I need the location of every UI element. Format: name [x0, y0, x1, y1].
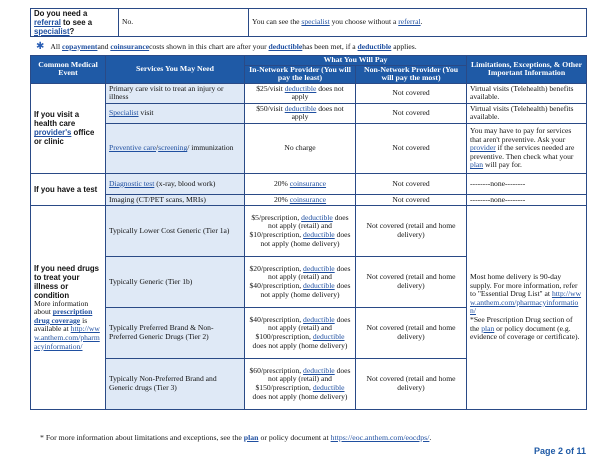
referral-row	[31, 9, 587, 37]
diagnostic-test-link[interactable]: Diagnostic test	[109, 178, 155, 188]
cost-text-3: does not apply (home delivery)	[252, 391, 348, 401]
cost-text-3: does not apply (home delivery)	[260, 229, 351, 248]
cost-text: $25/visit	[256, 83, 285, 93]
header-row	[31, 56, 587, 66]
deductible-link[interactable]: deductible	[301, 212, 333, 222]
in-network-cost	[245, 103, 356, 123]
coinsurance-link[interactable]: coinsurance	[289, 178, 327, 188]
event-drugs-text-2: is available at	[34, 315, 88, 334]
out-network-cost: Not covered	[356, 83, 467, 103]
drug-limits-text: Most home delivery is 90-day supply. For more information, refer to "Essential Drug List" at	[470, 272, 578, 299]
service-tier-3: Typically Non-Preferred Brand and Generic drugs (Tier 3)	[106, 358, 245, 409]
prescription-drug-coverage-link[interactable]: prescription drug coverage	[34, 307, 93, 325]
event-test: If you have a test	[31, 173, 106, 205]
service-tier-1b: Typically Generic (Tier 1b)	[106, 256, 245, 307]
in-network-cost	[245, 256, 356, 307]
table-row	[31, 103, 587, 123]
deductible-link-2[interactable]: deductible	[303, 280, 335, 290]
cost-text: $20/prescription,	[249, 263, 304, 273]
deductible-link[interactable]: deductible	[303, 314, 335, 324]
referral-question-end: ?	[69, 27, 75, 36]
event-drugs-title: If you need drugs to treat your illness or condition	[34, 263, 99, 300]
specialist-link[interactable]: specialist	[34, 27, 70, 36]
deductible-link-2[interactable]: deductible	[312, 382, 345, 392]
limits-text: Virtual visits (Telehealth) benefits available.	[467, 83, 587, 103]
referral-question-text-2: to see a	[60, 18, 93, 27]
cost-text-end: does not apply	[291, 103, 344, 122]
event-visit-end: office or clinic	[34, 128, 95, 147]
out-network-cost: Not covered (retail and home delivery)	[356, 256, 467, 307]
table-row	[31, 205, 587, 256]
provider-link[interactable]: provider	[470, 143, 496, 153]
cost-note-and: and	[97, 41, 109, 51]
drug-limits-b	[470, 316, 583, 342]
in-network-cost	[245, 83, 356, 103]
service-imaging: Imaging (CT/PET scans, MRIs)	[106, 194, 245, 205]
cost-text-2: does not apply (retail) and $150/prescription,	[255, 365, 351, 392]
out-network-cost: Not covered (retail and home delivery)	[356, 358, 467, 409]
footer-end: .	[429, 433, 432, 442]
page-number: Page 2 of 11	[533, 446, 586, 456]
eoc-url-link[interactable]: https://eoc.anthem.com/eocdps/	[330, 433, 430, 442]
cost-note-mid-2: has been met, if a	[302, 41, 356, 51]
cost-text-3: does not apply (home delivery)	[260, 280, 351, 299]
footer-note	[40, 433, 431, 442]
table-row	[31, 173, 587, 194]
cost-text: $60/prescription,	[249, 365, 304, 375]
in-network-cost	[245, 307, 356, 358]
in-network-cost	[245, 205, 356, 256]
drug-limits-text-2: *See Prescription Drug section of the	[470, 315, 573, 333]
header-limits: Limitations, Exceptions, & Other Important Information	[467, 56, 587, 84]
referral-question-text: Do you need a	[34, 9, 88, 18]
drug-limits	[467, 205, 587, 409]
referral-note-end: .	[420, 17, 423, 27]
header-services: Services You May Need	[106, 56, 245, 84]
out-network-cost: Not covered	[356, 194, 467, 205]
cost-note	[30, 37, 586, 55]
pharmacy-url-link[interactable]: http://www.anthem.com/pharmacyinformation/	[34, 324, 100, 351]
footer-text-2: or policy document at	[258, 433, 331, 442]
table-row	[31, 83, 587, 103]
drug-limits-a	[470, 273, 583, 316]
cost-text-2: does not apply (retail) and $100/prescription,	[255, 314, 351, 341]
in-network-cost	[245, 194, 356, 205]
plan-link[interactable]: plan	[470, 160, 484, 170]
service-text: (x-ray, blood work)	[154, 178, 216, 188]
header-event: Common Medical Event	[31, 56, 106, 84]
service-specialist	[106, 103, 245, 123]
preventive-care-link[interactable]: Preventive care	[109, 143, 157, 153]
in-network-cost	[245, 358, 356, 409]
benefits-table	[30, 55, 587, 410]
service-text: visit	[138, 108, 154, 118]
referral-note	[249, 9, 587, 37]
cost-text-2: does not apply (retail) and $40/prescription,	[249, 263, 351, 290]
deductible-link[interactable]: deductible	[268, 41, 303, 51]
referral-note-text: You can see the	[252, 17, 302, 27]
referral-table	[30, 8, 587, 37]
limits-text: Virtual visits (Telehealth) benefits available.	[467, 103, 587, 123]
out-network-cost: Not covered	[356, 173, 467, 194]
cost-text: $5/prescription,	[251, 212, 302, 222]
event-drugs-text: More information about	[34, 298, 89, 317]
cost-text: 20%	[273, 194, 290, 204]
table-row	[31, 194, 587, 205]
out-network-cost: Not covered	[356, 103, 467, 123]
deductible-link[interactable]: deductible	[303, 365, 335, 375]
provider-link[interactable]: provider's	[34, 128, 72, 138]
limits-text-a: You may have to pay for services that aren't preventive. Ask your	[470, 126, 572, 144]
out-network-cost: Not covered	[356, 123, 467, 173]
footer-text: * For more information about limitations and exceptions, see the	[40, 433, 244, 442]
limits-text: --------none--------	[467, 194, 587, 205]
asterisk-icon: ✱	[36, 40, 45, 52]
deductible-link-2[interactable]: deductible	[357, 41, 392, 51]
service-preventive	[106, 123, 245, 173]
referral-link-2[interactable]: referral	[398, 17, 421, 27]
out-network-cost: Not covered (retail and home delivery)	[356, 307, 467, 358]
event-visit	[31, 83, 106, 173]
essential-drug-list-link[interactable]: http://www.anthem.com/pharmacyinformation/	[470, 289, 582, 316]
in-network-cost: No charge	[245, 123, 356, 173]
deductible-link[interactable]: deductible	[284, 83, 317, 93]
header-out-network: Non-Network Provider (You will pay the most)	[356, 65, 467, 83]
page	[30, 8, 586, 410]
service-text: / immunization	[187, 143, 234, 153]
limits-text	[467, 123, 587, 173]
service-sep: /	[156, 143, 159, 153]
cost-text: 20%	[273, 178, 290, 188]
cost-text: $50/visit	[256, 103, 285, 113]
plan-link[interactable]: plan	[481, 323, 495, 333]
cost-note-end: applies.	[393, 41, 417, 51]
cost-note-text: All	[50, 41, 61, 51]
plan-link[interactable]: plan	[243, 433, 259, 442]
drug-limits-text-3: or policy document (e.g. evidence of coverage or certificate).	[470, 323, 580, 342]
deductible-link[interactable]: deductible	[284, 103, 317, 113]
coinsurance-link[interactable]: coinsurance	[110, 41, 150, 51]
event-drugs	[31, 205, 106, 409]
specialist-link-2[interactable]: specialist	[301, 17, 330, 27]
referral-link[interactable]: referral	[34, 18, 61, 27]
deductible-link-2[interactable]: deductible	[303, 229, 335, 239]
referral-note-text-2: you choose without a	[329, 17, 399, 27]
coinsurance-link[interactable]: coinsurance	[289, 194, 327, 204]
cost-text-3: does not apply (home delivery)	[252, 340, 348, 350]
deductible-link-2[interactable]: deductible	[312, 331, 345, 341]
event-visit-text: If you visit a health care	[34, 110, 80, 129]
limits-text-b: if the services needed are preventive. Then check what your	[470, 143, 575, 161]
service-tier-2: Typically Preferred Brand & Non-Preferred Generic Drugs (Tier 2)	[106, 307, 245, 358]
table-row	[31, 123, 587, 173]
out-network-cost: Not covered (retail and home delivery)	[356, 205, 467, 256]
limits-text-c: will pay for.	[483, 160, 522, 170]
screening-link[interactable]: screening	[158, 143, 188, 153]
referral-answer: No.	[119, 9, 249, 37]
in-network-cost	[245, 173, 356, 194]
copayment-link[interactable]: copayment	[62, 41, 98, 51]
cost-text: $40/prescription,	[249, 314, 304, 324]
event-drugs-more	[34, 300, 102, 352]
header-in-network: In-Network Provider (You will pay the least)	[245, 65, 356, 83]
service-tier-1a: Typically Lower Cost Generic (Tier 1a)	[106, 205, 245, 256]
header-what-you-pay: What You Will Pay	[245, 56, 467, 66]
cost-text-end: does not apply	[291, 83, 344, 102]
limits-text: --------none--------	[467, 173, 587, 194]
cost-note-mid: costs shown in this chart are after your	[149, 41, 267, 51]
specialist-link[interactable]: Specialist	[109, 108, 139, 118]
cost-text-2: does not apply (retail) and $10/prescription,	[249, 212, 349, 239]
deductible-link[interactable]: deductible	[303, 263, 335, 273]
service-primary-care: Primary care visit to treat an injury or illness	[106, 83, 245, 103]
service-diagnostic	[106, 173, 245, 194]
referral-question	[31, 9, 119, 37]
